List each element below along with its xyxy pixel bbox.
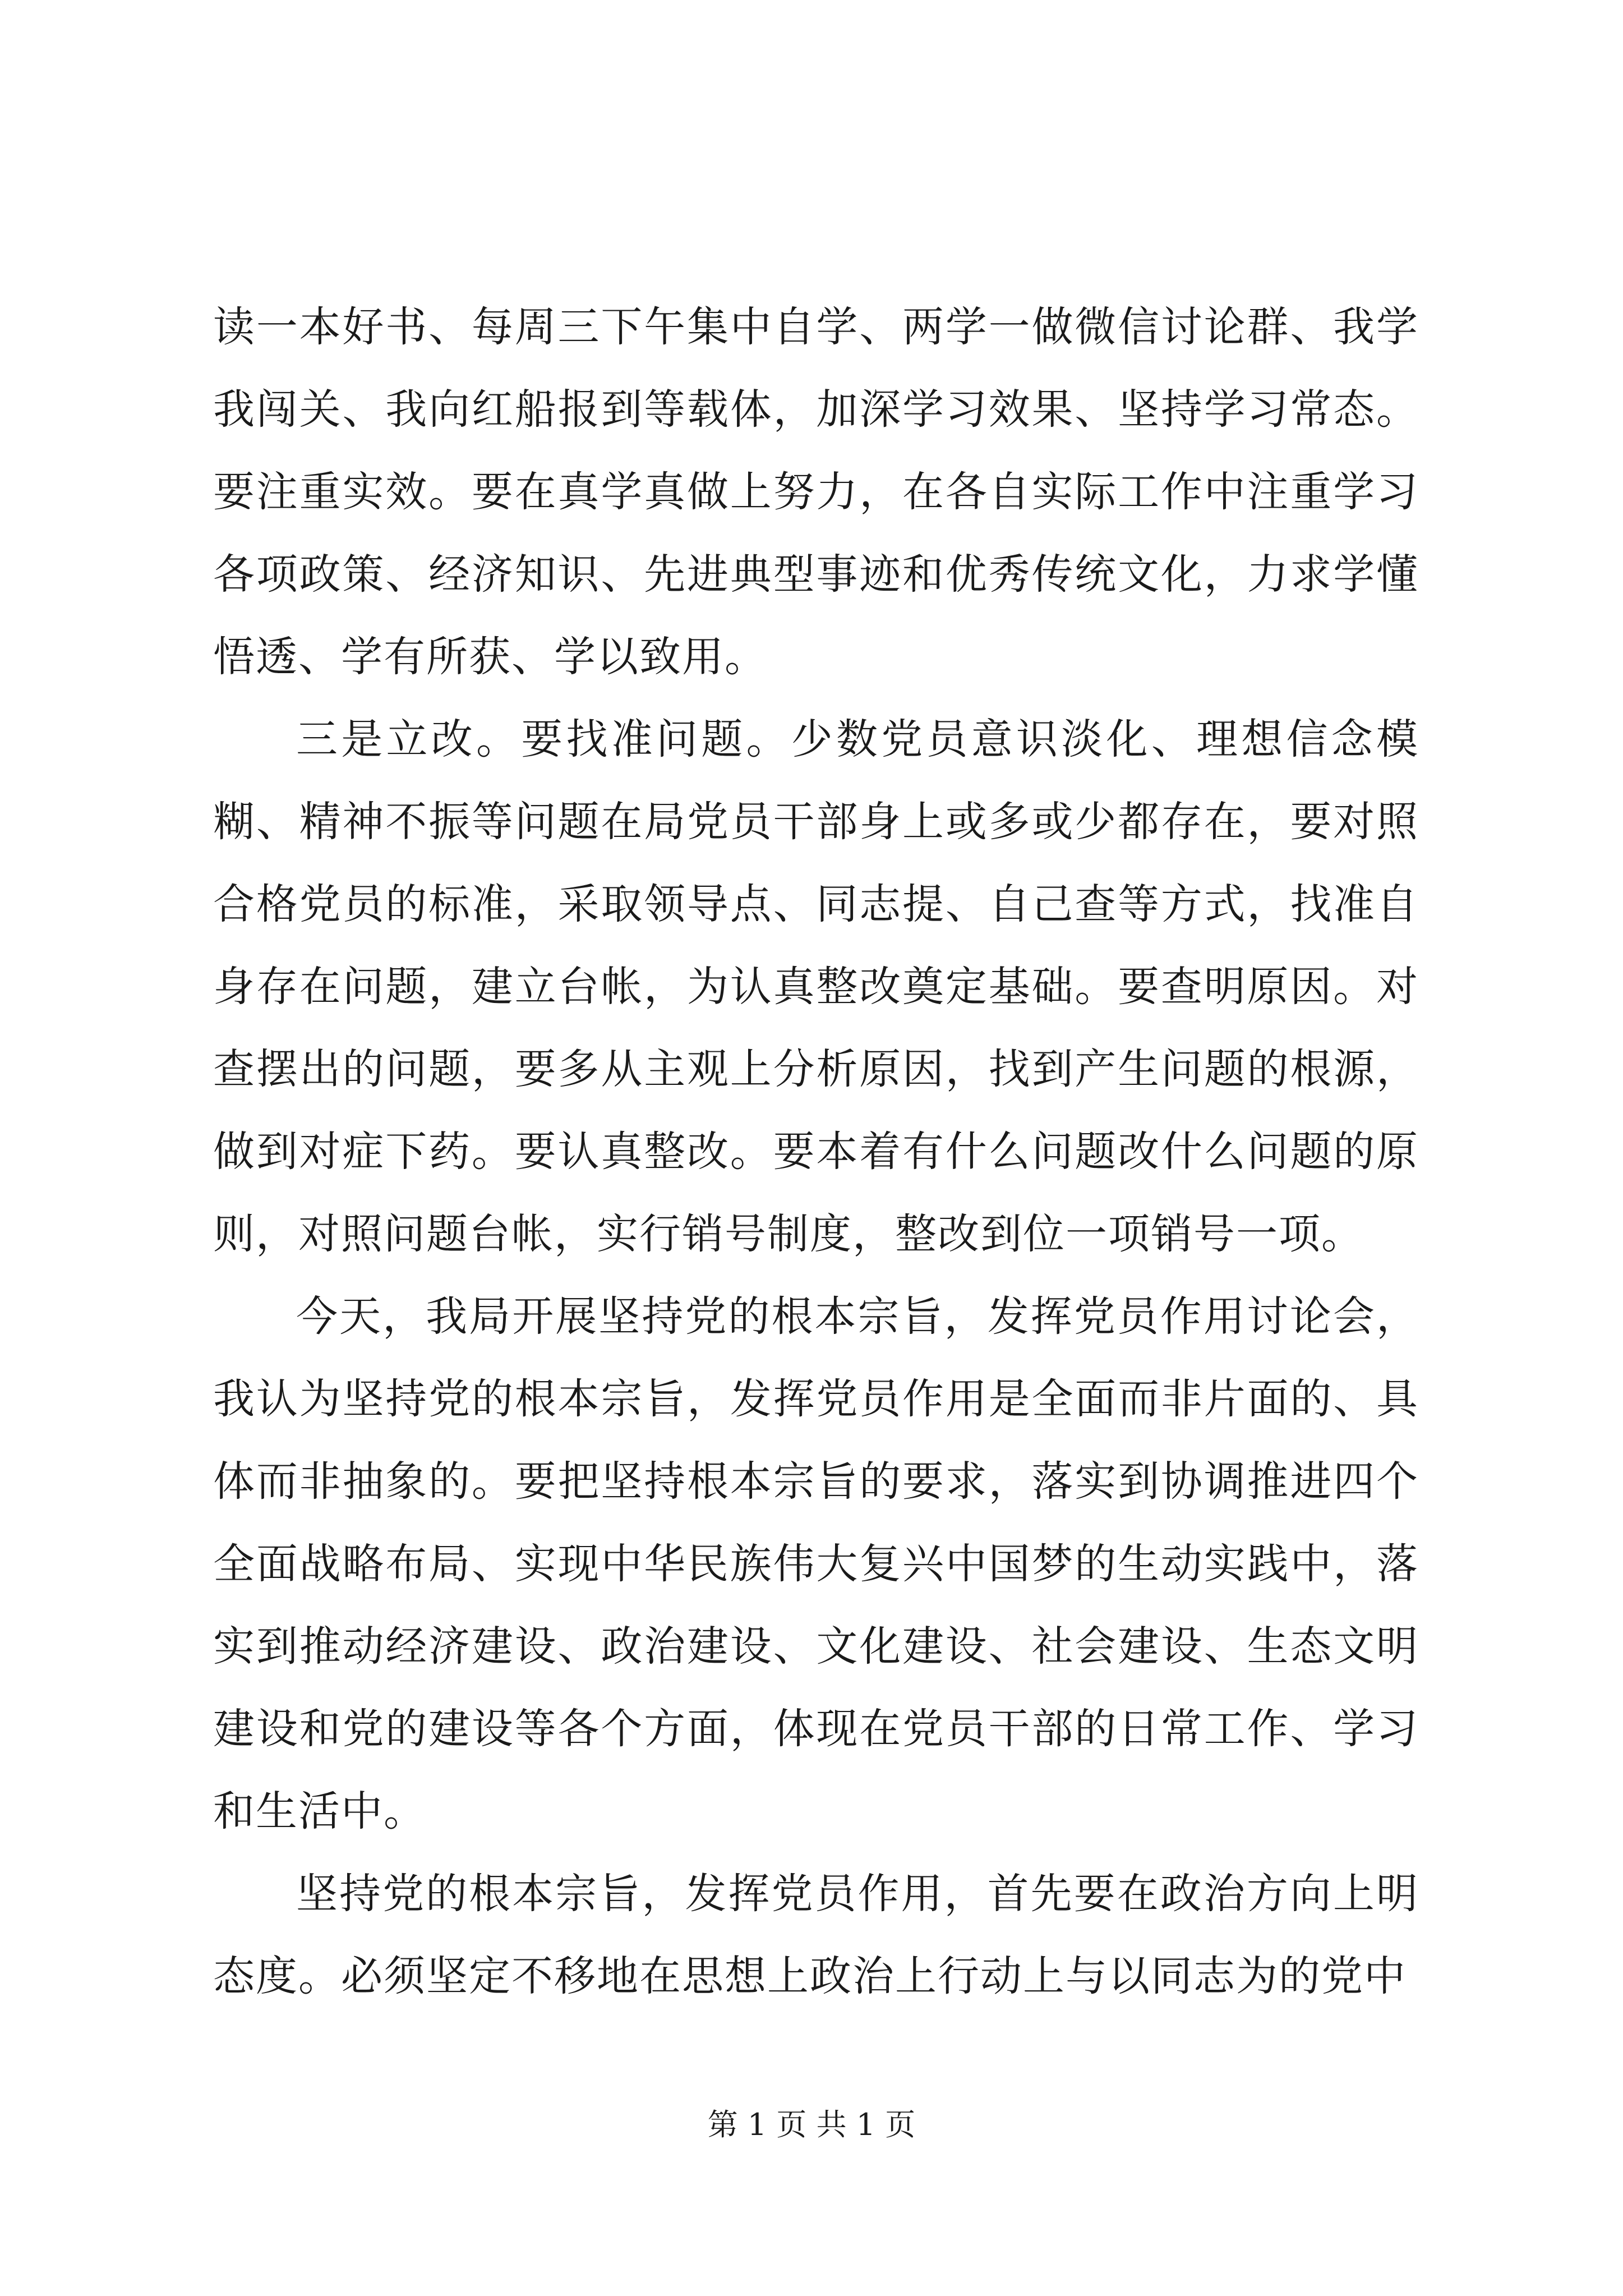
paragraph-4: 坚持党的根本宗旨，发挥党员作用，首先要在政治方向上明态度。必须坚定不移地在思想上政治上行动上与以同志为的党中 bbox=[213, 1870, 1419, 2000]
document-body bbox=[213, 286, 1419, 2018]
page-footer: 第 1 页 共 1 页 bbox=[707, 2107, 916, 2142]
paragraph-3: 今天，我局开展坚持党的根本宗旨，发挥党员作用讨论会，我认为坚持党的根本宗旨，发挥党员作用是全面而非片面的、具体而非抽象的。要把坚持根本宗旨的要求，落实到协调推进四个全面战略布局、实现中华民族伟大复兴中国梦的生动实践中，落实到推动经济建设、政治建设、文化建设、社会建设、生态文明建设和党的建设等各个方面，体现在党员干部的日常工作、学习和生活中。 bbox=[213, 1292, 1419, 1835]
paragraph-2: 三是立改。要找准问题。少数党员意识淡化、理想信念模糊、精神不振等问题在局党员干部身上或多或少都存在，要对照合格党员的标准，采取领导点、同志提、自己查等方式，找准自身存在问题，建立台帐，为认真整改奠定基础。要查明原因。对查摆出的问题，要多从主观上分析原因，找到产生问题的根源，做到对症下药。要认真整改。要本着有什么问题改什么问题的原则，对照问题台帐，实行销号制度，整改到位一项销号一项。 bbox=[213, 715, 1419, 1258]
paragraph-1: 读一本好书、每周三下午集中自学、两学一做微信讨论群、我学我闯关、我向红船报到等载体，加深学习效果、坚持学习常态。要注重实效。要在真学真做上努力，在各自实际工作中注重学习各项政策、经济知识、先进典型事迹和优秀传统文化，力求学懂悟透、学有所获、学以致用。 bbox=[213, 303, 1419, 681]
